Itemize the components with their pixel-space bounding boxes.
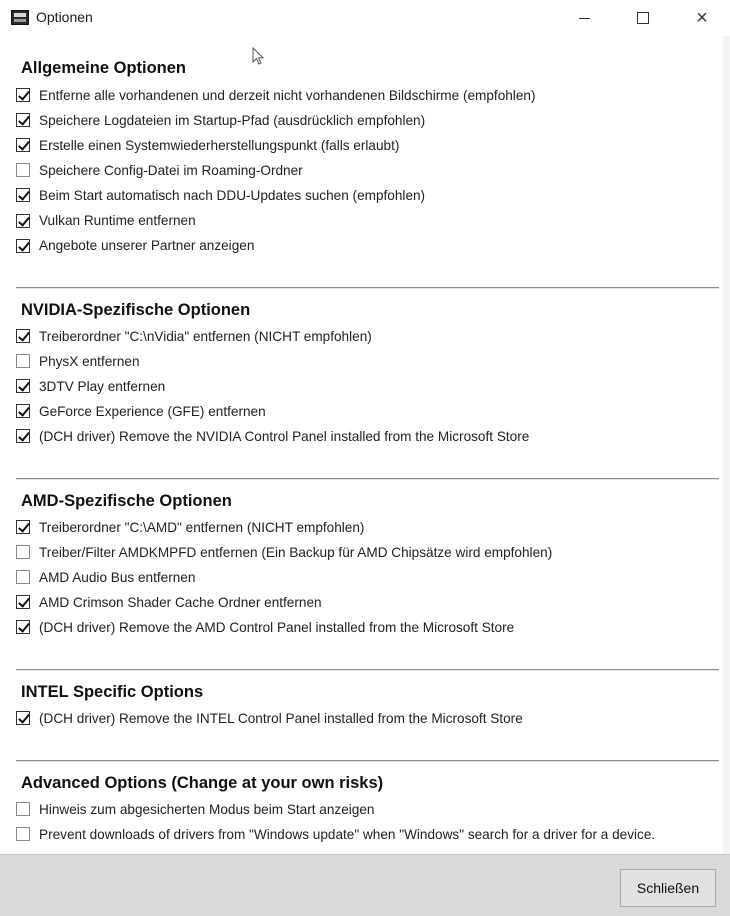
checkbox-checked[interactable] [16, 113, 30, 127]
option-label: (DCH driver) Remove the INTEL Control Panel installed from the Microsoft Store [39, 710, 523, 726]
title-bar[interactable] [0, 0, 730, 36]
option-label: 3DTV Play entfernen [39, 378, 166, 394]
option-row[interactable] [16, 135, 399, 155]
option-row[interactable] [16, 185, 425, 205]
option-row[interactable] [16, 592, 322, 612]
option-label: Beim Start automatisch nach DDU-Updates suchen (empfohlen) [39, 187, 426, 203]
section-divider-highlight [16, 288, 719, 289]
option-row[interactable] [16, 824, 655, 844]
checkbox-unchecked[interactable] [16, 163, 30, 177]
checkbox-checked[interactable] [16, 711, 30, 725]
app-icon [11, 10, 29, 25]
option-row[interactable] [16, 236, 254, 256]
option-label: Prevent downloads of drivers from "Windows update" when "Windows" search for a driver for a device. [39, 826, 656, 842]
option-label: Angebote unserer Partner anzeigen [39, 238, 255, 254]
close-icon: × [696, 7, 708, 29]
section-title: Advanced Options (Change at your own risks) [21, 774, 384, 792]
option-label: Hinweis zum abgesicherten Modus beim Start anzeigen [39, 801, 375, 817]
option-label: Treiberordner "C:\AMD" entfernen (NICHT empfohlen) [39, 519, 365, 535]
checkbox-checked[interactable] [16, 620, 30, 634]
checkbox-unchecked[interactable] [16, 545, 30, 559]
checkbox-checked[interactable] [16, 188, 30, 202]
checkbox-checked[interactable] [16, 595, 30, 609]
option-label: (DCH driver) Remove the NVIDIA Control Panel installed from the Microsoft Store [39, 428, 530, 444]
option-label: Speichere Config-Datei im Roaming-Ordner [39, 162, 303, 178]
section-title: INTEL Specific Options [21, 683, 204, 701]
checkbox-checked[interactable] [16, 379, 30, 393]
checkbox-checked[interactable] [16, 88, 30, 102]
option-row[interactable] [16, 326, 372, 346]
option-label: GeForce Experience (GFE) entfernen [39, 403, 266, 419]
checkbox-unchecked[interactable] [16, 570, 30, 584]
option-label: AMD Audio Bus entfernen [39, 569, 196, 585]
scroll-edge [723, 36, 730, 916]
checkbox-checked[interactable] [16, 429, 30, 443]
checkbox-checked[interactable] [16, 214, 30, 228]
option-label: Entferne alle vorhandenen und derzeit nicht vorhandenen Bildschirme (empfohlen) [39, 87, 536, 103]
option-label: Treiber/Filter AMDKMPFD entfernen (Ein Backup für AMD Chipsätze wird empfohlen) [39, 544, 553, 560]
option-row[interactable] [16, 401, 266, 421]
maximize-button[interactable] [620, 0, 666, 36]
option-row[interactable] [16, 351, 140, 371]
section-title: NVIDIA-Spezifische Optionen [21, 301, 251, 319]
checkbox-checked[interactable] [16, 404, 30, 418]
maximize-icon [637, 12, 649, 24]
option-row[interactable] [16, 160, 303, 180]
section-divider-highlight [16, 670, 719, 671]
section-divider-highlight [16, 761, 719, 762]
option-row[interactable] [16, 567, 195, 587]
option-row[interactable] [16, 517, 364, 537]
close-window-button[interactable] [679, 0, 725, 36]
option-label: PhysX entfernen [39, 353, 140, 369]
option-label: Treiberordner "C:\nVidia" entfernen (NICHT empfohlen) [39, 328, 372, 344]
option-row[interactable] [16, 426, 529, 446]
option-row[interactable] [16, 211, 196, 231]
option-row[interactable] [16, 376, 165, 396]
option-row[interactable] [16, 617, 514, 637]
option-row[interactable] [16, 542, 552, 562]
minimize-button[interactable] [561, 0, 607, 36]
option-label: (DCH driver) Remove the AMD Control Panel installed from the Microsoft Store [39, 619, 515, 635]
checkbox-checked[interactable] [16, 138, 30, 152]
option-row[interactable] [16, 708, 523, 728]
checkbox-checked[interactable] [16, 520, 30, 534]
section-title: Allgemeine Optionen [21, 59, 187, 77]
checkbox-checked[interactable] [16, 239, 30, 253]
option-label: Vulkan Runtime entfernen [39, 213, 196, 228]
minimize-icon [579, 18, 590, 19]
option-row[interactable] [16, 799, 374, 819]
close-button[interactable]: Schließen [620, 869, 716, 907]
option-label: Erstelle einen Systemwiederherstellungspunkt (falls erlaubt) [39, 137, 400, 153]
checkbox-unchecked[interactable] [16, 354, 30, 368]
option-label: AMD Crimson Shader Cache Ordner entfernen [39, 594, 322, 610]
checkbox-checked[interactable] [16, 329, 30, 343]
checkbox-unchecked[interactable] [16, 802, 30, 816]
option-row[interactable] [16, 85, 535, 105]
mouse-cursor-icon [252, 47, 266, 67]
section-divider-highlight [16, 479, 719, 480]
window-title: Optionen [36, 9, 93, 25]
option-row[interactable] [16, 110, 425, 130]
option-label: Speichere Logdateien im Startup-Pfad (ausdrücklich empfohlen) [39, 112, 426, 128]
section-title: AMD-Spezifische Optionen [21, 492, 232, 510]
checkbox-unchecked[interactable] [16, 827, 30, 841]
